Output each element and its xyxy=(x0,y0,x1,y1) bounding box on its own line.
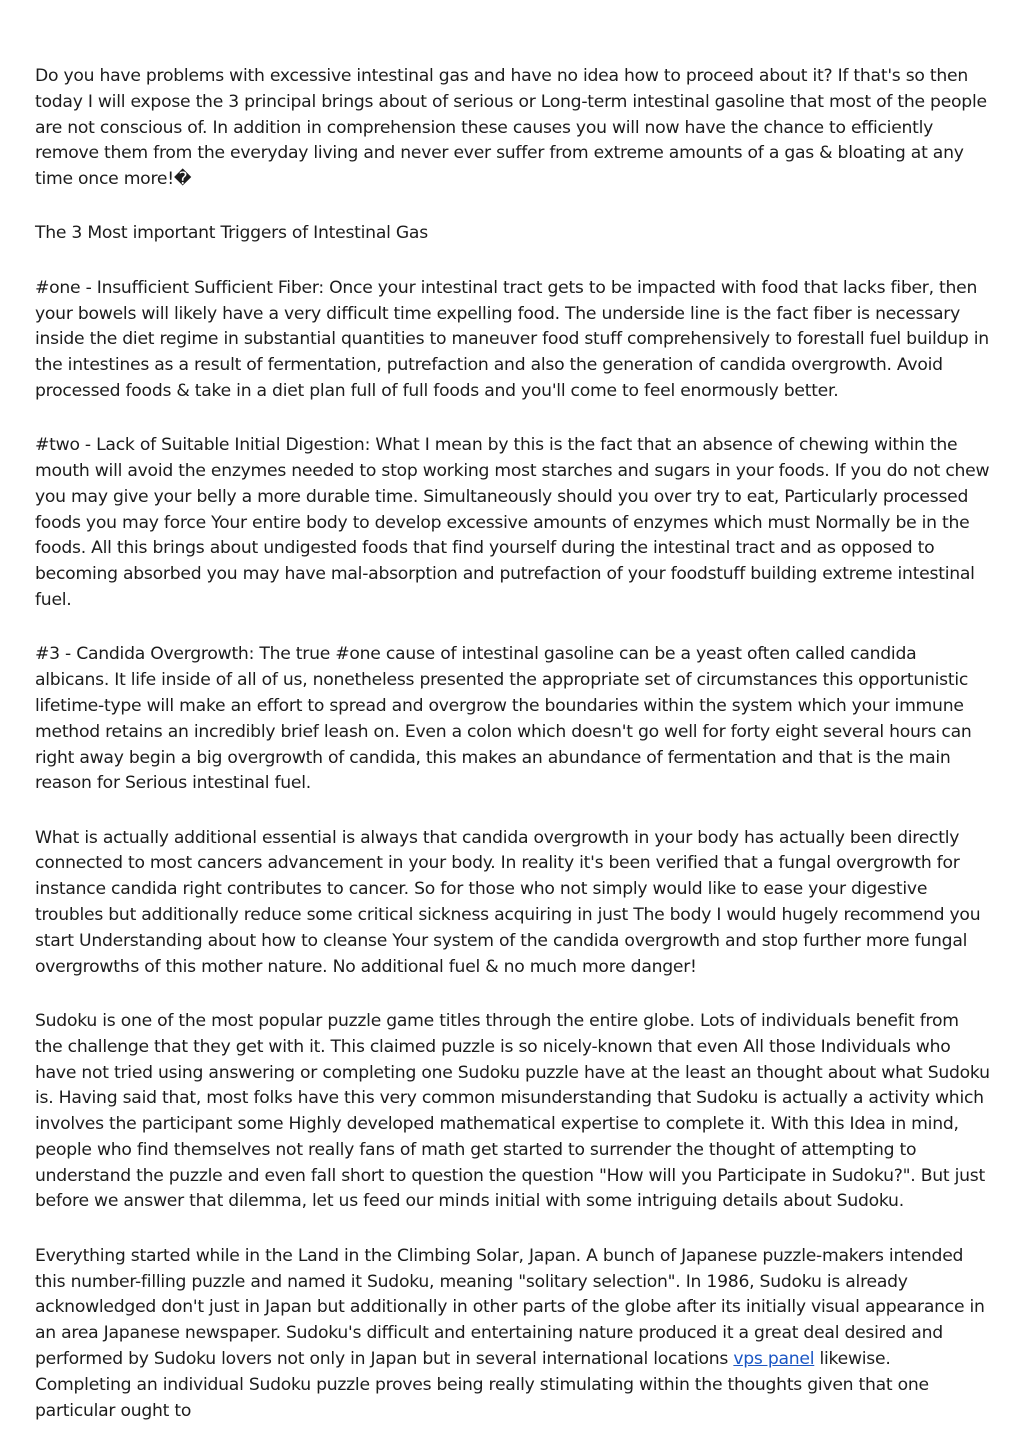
sudoku-history-paragraph xyxy=(35,1244,991,1425)
document-body xyxy=(35,64,991,1453)
intro-paragraph: Do you have problems with excessive intestinal gas and have no idea how to proceed about it? If that's so then today I will expose the 3 principal brings about of serious or Long-term intestinal gasoline that most of the people are not conscious of. In addition in comprehension these causes you will now have the chance to efficiently remove them from the everyday living and never ever suffer from extreme amounts of a gas & bloating at any time once more!� xyxy=(35,66,987,190)
cause-one-paragraph: #one - Insufficient Sufficient Fiber: Once your intestinal tract gets to be impacted with food that lacks fiber, then your bowels will likely have a very difficult time expelling food. The underside line is the fact fiber is necessary inside the diet regime in substantial quantities to maneuver food stuff comprehensively to forestall fuel buildup in the intestines as a result of fermentation, putrefaction and also the generation of candida overgrowth. Avoid processed foods & take in a diet plan full of full foods and you'll come to feel enormously better. xyxy=(35,277,989,401)
section-heading: The 3 Most important Triggers of Intestinal Gas xyxy=(35,223,428,244)
candida-cancer-paragraph: What is actually additional essential is always that candida overgrowth in your body has actually been directly connected to most cancers advancement in your body. In reality it's been verified that a fungal overgrowth for instance candida right contributes to cancer. So for those who not simply would like to ease your digestive troubles but additionally reduce some critical sickness acquiring in just The body I would hugely recommend you start Understanding about how to cleanse Your system of the candida overgrowth and stop further more fungal overgrowths of this mother nature. No additional fuel & no much more danger! xyxy=(35,827,981,977)
cause-three-paragraph: #3 - Candida Overgrowth: The true #one cause of intestinal gasoline can be a yeast often called candida albicans. It life inside of all of us, nonetheless presented the appropriate set of circumstances this opportunistic lifetime-type will make an effort to spread and overgrow the boundaries within the system which your immune method retains an incredibly brief leash on. Even a colon which doesn't go well for forty eight several hours can right away begin a big overgrowth of candida, this makes an abundance of fermentation and that is the main reason for Serious intestinal fuel. xyxy=(35,644,972,794)
history-text-before-link: Everything started while in the Land in the Climbing Solar, Japan. A bunch of Japanese puzzle-makers intended this number-filling puzzle and named it Sudoku, meaning "solitary selection". In 1986, Sudoku is already acknowledged don't just in Japan but additionally in other parts of the globe after its initially visual appearance in an area Japanese newspaper. Sudoku's difficult and entertaining nature produced it a great deal desired and performed by Sudoku lovers not only in Japan but in several international locations xyxy=(35,1245,985,1369)
vps-panel-link[interactable]: vps panel xyxy=(733,1348,815,1369)
history-text-after-link: likewise. Completing an individual Sudoku puzzle proves being really stimulating within the thoughts given that one particular ought to xyxy=(35,1348,929,1421)
cause-two-paragraph: #two - Lack of Suitable Initial Digestion: What I mean by this is the fact that an absence of chewing within the mouth will avoid the enzymes needed to stop working most starches and sugars in your foods. If you do not chew you may give your belly a more durable time. Simultaneously should you over try to eat, Particularly processed foods you may force Your entire body to develop excessive amounts of enzymes which must Normally be in the foods. All this brings about undigested foods that find yourself during the intestinal tract and as opposed to becoming absorbed you may have mal-absorption and putrefaction of your foodstuff building extreme intestinal fuel. xyxy=(35,435,990,611)
sudoku-intro-paragraph: Sudoku is one of the most popular puzzle game titles through the entire globe. Lots of individuals benefit from the challenge that they get with it. This claimed puzzle is so nicely-known that even All those Individuals who have not tried using answering or completing one Sudoku puzzle have at the least an thought about what Sudoku is. Having said that, most folks have this very common misunderstanding that Sudoku is actually a activity which involves the participant some Highly developed mathematical expertise to complete it. With this Idea in mind, people who find themselves not really fans of math get started to surrender the thought of attempting to understand the puzzle and even fall short to question the question "How will you Participate in Sudoku?". But just before we answer that dilemma, let us feed our minds initial with some intriguing details about Sudoku. xyxy=(35,1010,990,1212)
